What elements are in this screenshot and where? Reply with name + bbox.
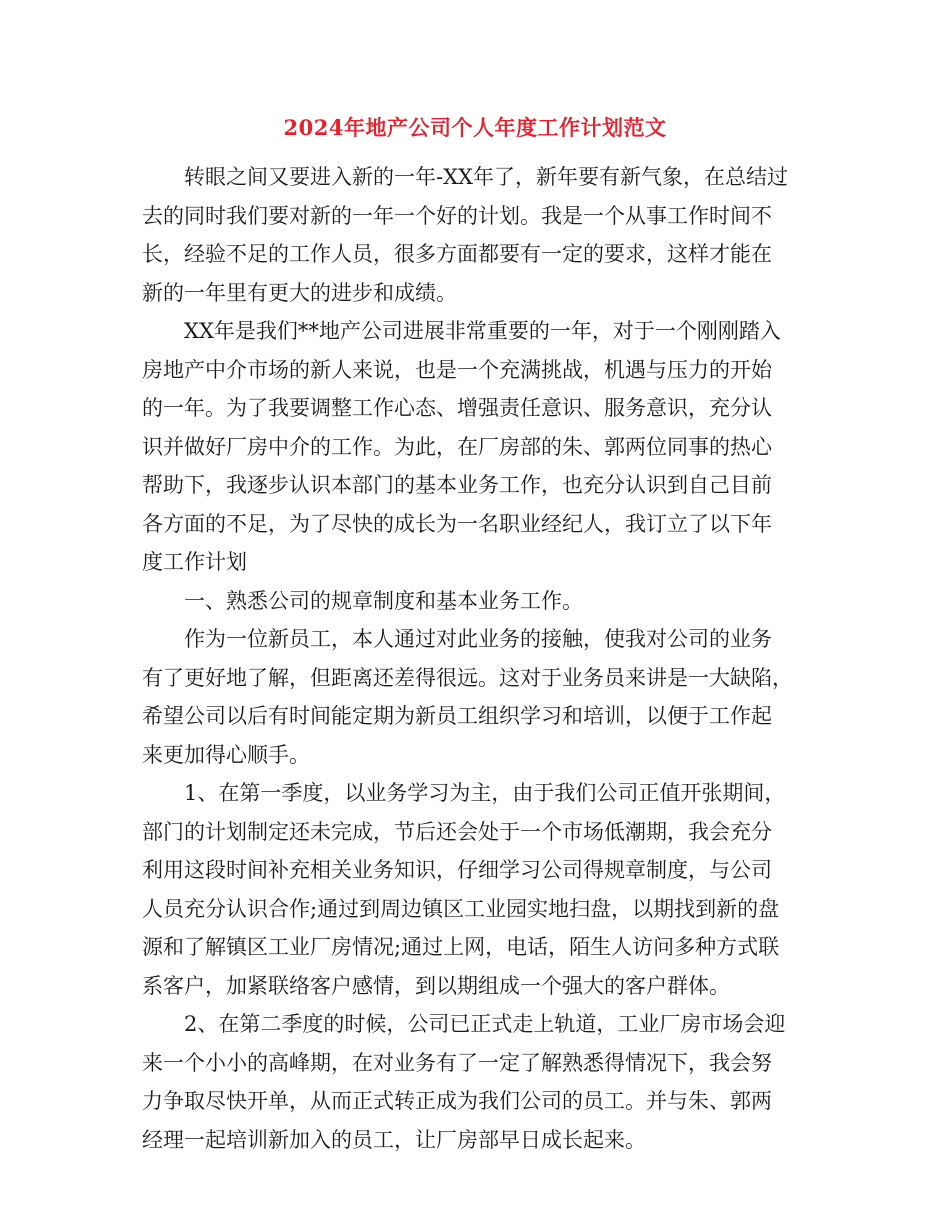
text-line: 力争取尽快开单，从而正式转正成为我们公司的员工。并与朱、郭两 [142,1089,772,1113]
text-line: 人员充分认识合作;通过到周边镇区工业园实地扫盘，以期找到新的盘 [142,896,780,921]
text-line: 房地产中介市场的新人来说，也是一个充满挑战，机遇与压力的开始 [142,357,772,382]
text-line: 来更加得心顺手。 [142,742,310,767]
text-line: 利用这段时间补充相关业务知识，仔细学习公司得规章制度，与公司 [142,858,772,882]
text-line: 源和了解镇区工业厂房情况;通过上网，电话，陌生人访问多种方式联 [142,935,780,959]
text-line: 作为一位新员工，本人通过对此业务的接触，使我对公司的业务 [142,627,772,651]
text-line: 识并做好厂房中介的工作。为此，在厂房部的朱、郭两位同事的热心 [142,434,772,459]
text-line: 1、在第一季度，以业务学习为主，由于我们公司正值开张期间， [142,781,786,805]
text-line: 去的同时我们要对新的一年一个好的计划。我是一个从事工作时间不 [142,203,772,228]
text-line: 度工作计划 [142,550,247,574]
text-line: 系客户，加紧联络客户感情，到以期组成一个强大的客户群体。 [142,973,730,998]
text-line: 希望公司以后有时间能定期为新员工组织学习和培训，以便于工作起 [142,704,772,728]
text-line: XX年是我们**地产公司进展非常重要的一年，对于一个刚刚踏入 [142,319,781,343]
text-line: 的一年。为了我要调整工作心态、增强责任意识、服务意识，充分认 [142,396,772,420]
text-line: 各方面的不足，为了尽快的成长为一名职业经纪人，我订立了以下年 [142,511,772,536]
text-line: 新的一年里有更大的进步和成绩。 [142,280,457,305]
document-title: 2024年地产公司个人年度工作计划范文 [283,115,667,140]
document-body [142,158,817,1159]
text-line: 来一个小小的高峰期，在对业务有了一定了解熟悉得情况下，我会努 [142,1050,772,1075]
text-line: 转眼之间又要进入新的一年-XX年了，新年要有新气象，在总结过 [142,165,788,189]
text-line: 帮助下，我逐步认识本部门的基本业务工作，也充分认识到自己目前 [142,473,772,497]
text-line: 一、熟悉公司的规章制度和基本业务工作。 [142,588,583,613]
text-line: 2、在第二季度的时候，公司已正式走上轨道，工业厂房市场会迎 [142,1012,786,1036]
text-line: 部门的计划制定还未完成，节后还会处于一个市场低潮期，我会充分 [142,819,772,844]
text-line: 有了更好地了解，但距离还差得很远。这对于业务员来讲是一大缺陷， [142,665,793,690]
text-line: 经理一起培训新加入的员工，让厂房部早日成长起来。 [142,1127,646,1152]
text-line: 长，经验不足的工作人员，很多方面都要有一定的要求，这样才能在 [142,242,772,266]
